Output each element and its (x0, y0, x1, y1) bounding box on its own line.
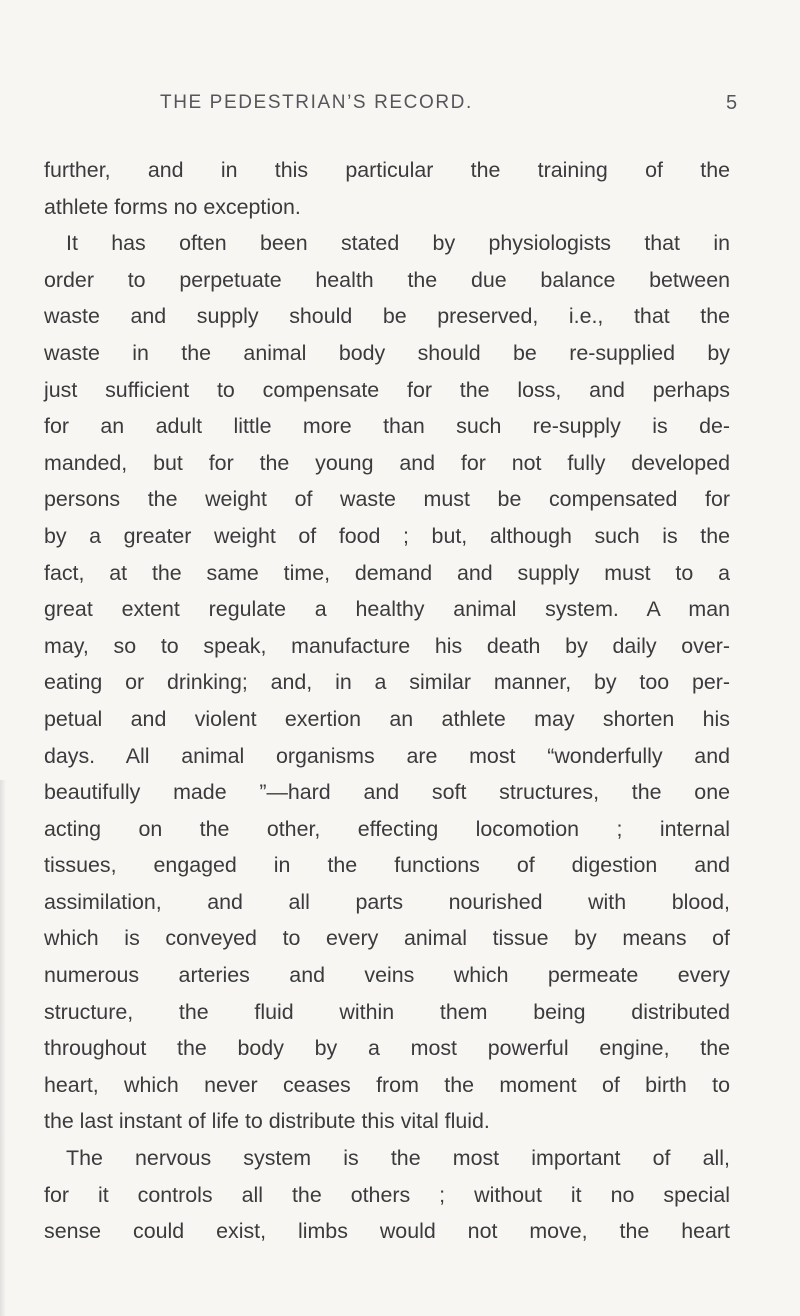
text-line: petual and violent exertion an athlete may shorten his (44, 706, 730, 731)
text-line: just sufficient to compensate for the loss, and perhaps (44, 377, 730, 402)
page-gutter-shadow (0, 780, 6, 1316)
text-line: numerous arteries and veins which permeate every (44, 963, 730, 988)
text-line: by a greater weight of food ; but, although such is the (44, 523, 730, 548)
text-line: the last instant of life to distribute this vital fluid. (44, 1109, 490, 1134)
text-line: waste in the animal body should be re-supplied by (44, 340, 730, 365)
body-text (44, 152, 730, 1250)
text-line: persons the weight of waste must be compensated for (44, 487, 730, 512)
text-line: athlete forms no exception. (44, 194, 301, 219)
text-line: assimilation, and all parts nourished with blood, (44, 889, 730, 914)
running-head (0, 92, 800, 122)
text-line: days. All animal organisms are most “wonderfully and (44, 743, 730, 768)
running-head-title: THE PEDESTRIAN’S RECORD. (160, 92, 473, 113)
text-line: further, and in this particular the training of the (44, 158, 730, 182)
text-line: eating or drinking; and, in a similar manner, by too per- (44, 670, 730, 695)
page-number: 5 (726, 92, 738, 114)
text-line: It has often been stated by physiologists that in (66, 231, 730, 256)
text-line: structure, the fluid within them being distributed (44, 999, 730, 1024)
text-line: sense could exist, limbs would not move, the heart (44, 1219, 730, 1244)
text-line: order to perpetuate health the due balance between (44, 267, 730, 292)
text-line: fact, at the same time, demand and supply must to a (44, 560, 730, 585)
text-line: heart, which never ceases from the moment of birth to (44, 1072, 730, 1097)
text-line: for an adult little more than such re-supply is de- (44, 414, 730, 439)
text-line: throughout the body by a most powerful engine, the (44, 1036, 730, 1061)
text-line: beautifully made ”—hard and soft structures, the one (44, 780, 730, 805)
text-line: great extent regulate a healthy animal system. A man (44, 597, 730, 622)
text-line: tissues, engaged in the functions of digestion and (44, 853, 730, 878)
text-line: The nervous system is the most important of all, (66, 1146, 730, 1171)
text-line: manded, but for the young and for not fully developed (44, 450, 730, 475)
text-line: acting on the other, effecting locomotion ; internal (44, 816, 730, 841)
text-line: for it controls all the others ; without it no special (44, 1182, 730, 1207)
text-line: waste and supply should be preserved, i.e., that the (44, 304, 730, 329)
text-line: which is conveyed to every animal tissue by means of (44, 926, 730, 951)
text-line: may, so to speak, manufacture his death by daily over- (44, 633, 730, 658)
